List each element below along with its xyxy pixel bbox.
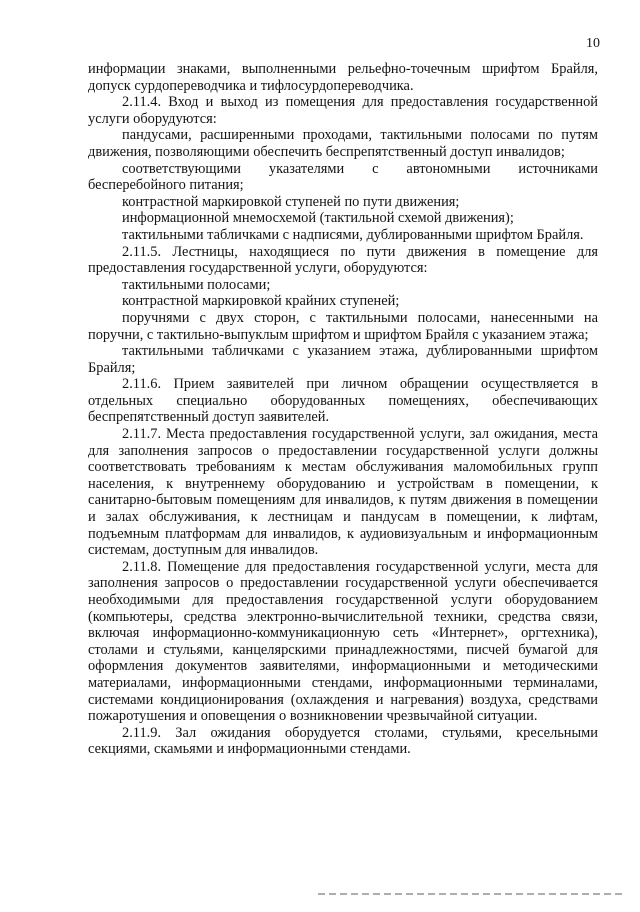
document-body [88,61,598,758]
paragraph-2-11-4: 2.11.4. Вход и выход из помещения для предоставления государственной услуги оборудуются: [88,94,598,127]
paragraph-2-11-7: 2.11.7. Места предоставления государственной услуги, зал ожидания, места для заполнения запросов о предоставлении государственной услуги должны соответствовать требованиям к местам обслуживания маломобильных групп населения, к внутреннему оборудованию и устройствам в помещении, к санитарно-бытовым помещениям для инвалидов, к путям движения в помещении и залах обслуживания, к лестницам и пандусам в помещении, к лифтам, подъемным платформам для инвалидов, к аудиовизуальным и информационным системам, доступным для инвалидов. [88,426,598,559]
paragraph-2-11-8: 2.11.8. Помещение для предоставления государственной услуги, места для заполнения запросов о предоставлении государственной услуги обеспечивается необходимыми для предоставления государственной услуги оборудованием (компьютеры, средства электронно-вычислительной техники, средства связи, включая информационно-коммуникационную сеть «Интернет», оргтехника), столами и стульями, канцелярскими принадлежностями, писчей бумагой для оформления документов заявителями, информационными и методическими материалами, информационными стендами, информационными терминалами, системами кондиционирования (охлаждения и нагревания) воздуха, средствами пожаротушения и оповещения о возникновении чрезвычайной ситуации. [88,558,598,725]
list-item-signs: соответствующими указателями с автономными источниками бесперебойного питания; [88,160,598,194]
paragraph-2-11-6: 2.11.6. Прием заявителей при личном обращении осуществляется в отдельных специально оборудованных помещениях, обеспечивающих беспрепятственный доступ заявителей. [88,376,598,426]
page-number: 10 [586,36,600,51]
paragraph-braille-info: информации знаками, выполненными рельефно-точечным шрифтом Брайля, допуск сурдопереводчика и тифлосурдопереводчика. [88,61,598,94]
list-item-tactile-strips: тактильными полосами; [122,276,271,293]
paragraph-2-11-9: 2.11.9. Зал ожидания оборудуется столами, стульями, кресельными секциями, скамьями и информационными стендами. [88,724,598,758]
list-item-floor-plates: тактильными табличками с указанием этажа, дублированными шрифтом Брайля; [88,343,598,376]
scan-edge-dashes [318,893,624,895]
list-item-mnemonic-scheme: информационной мнемосхемой (тактильной схемой движения); [122,210,514,227]
list-item-edge-steps: контрастной маркировкой крайних ступеней; [122,293,400,310]
list-item-ramps: пандусами, расширенными проходами, тактильными полосами по путям движения, позволяющими обеспечить беспрепятственный доступ инвалидов; [88,127,598,160]
paragraph-2-11-5: 2.11.5. Лестницы, находящиеся по пути движения в помещение для предоставления государственной услуги, оборудуются: [88,243,598,277]
list-item-handrails: поручнями с двух сторон, с тактильными полосами, нанесенными на поручни, с тактильно-выпуклым шрифтом и шрифтом Брайля с указанием этажа; [88,309,598,343]
list-item-step-marking: контрастной маркировкой ступеней по пути движения; [122,193,460,210]
list-item-tactile-plates: тактильными табличками с надписями, дублированными шрифтом Брайля. [122,226,584,243]
